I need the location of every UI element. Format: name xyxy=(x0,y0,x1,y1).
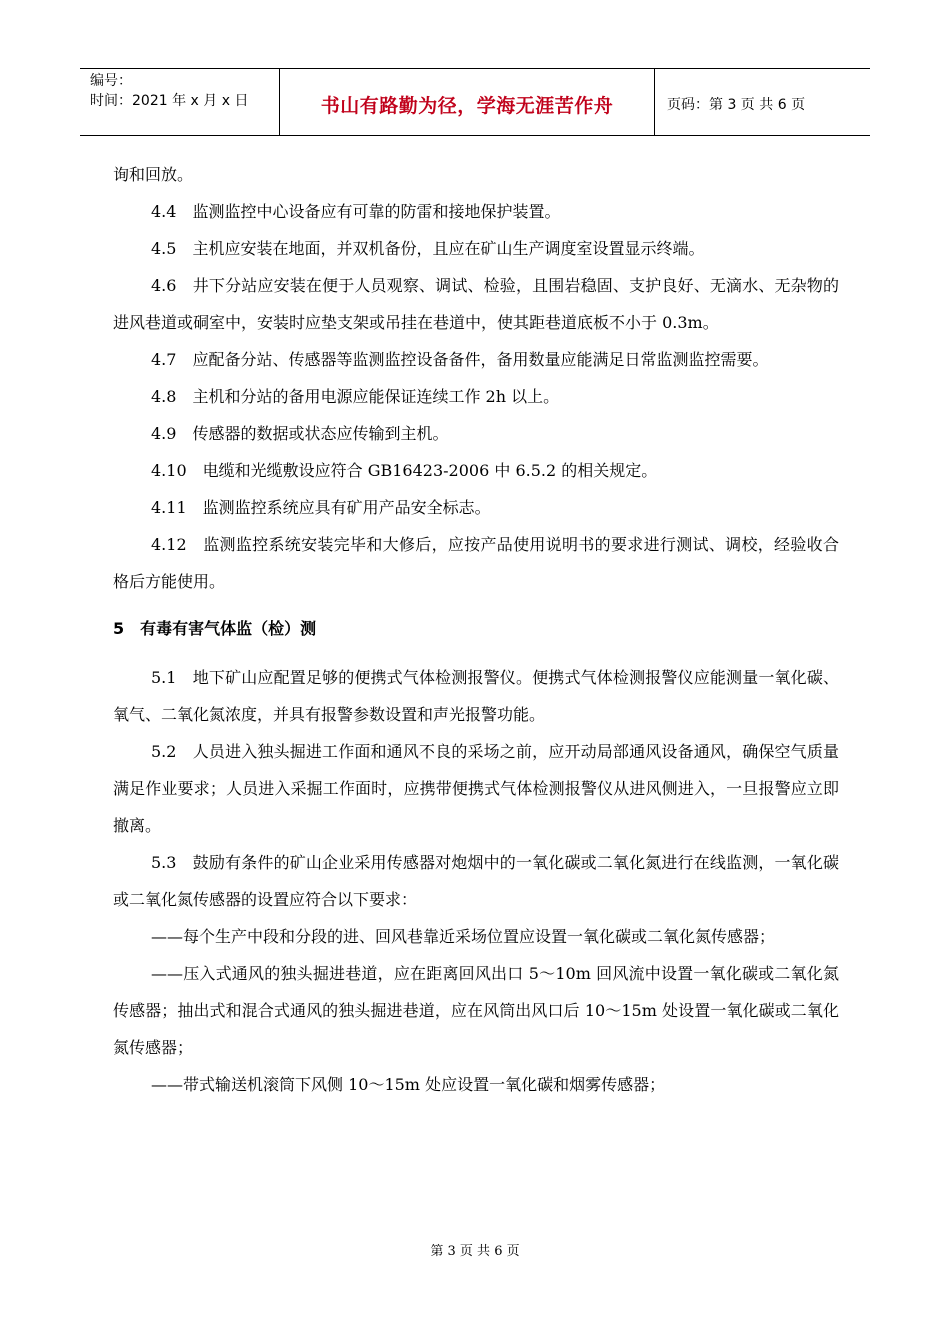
code-label: 编号： xyxy=(90,73,132,89)
requirement-item: ——压入式通风的独头掘进巷道，应在距离回风出口 5～10m 回风流中设置一氧化碳或二氧化氮传感器；抽出式和混合式通风的独头掘进巷道，应在风筒出风口后 10～15m 处设置一氧化碳或二氧化氮传感器； xyxy=(113,964,839,1057)
page-header xyxy=(80,68,870,136)
header-meta xyxy=(80,69,280,135)
clause-4-10: 4.10 电缆和光缆敷设应符合 GB16423-2006 中 6.5.2 的相关规定。 xyxy=(151,461,658,480)
paragraph: 询和回放。 xyxy=(113,165,194,184)
requirement-item: ——带式输送机滚筒下风侧 10～15m 处应设置一氧化碳和烟雾传感器； xyxy=(151,1075,666,1094)
motto: 书山有路勤为径，学海无涯苦作舟 xyxy=(320,94,614,117)
clause-4-5: 4.5 主机应安装在地面，并双机备份，且应在矿山生产调度室设置显示终端。 xyxy=(151,239,705,258)
clause-5-2: 5.2 人员进入独头掘进工作面和通风不良的采场之前，应开动局部通风设备通风，确保空气质量满足作业要求；人员进入采掘工作面时，应携带便携式气体检测报警仪从进风侧进入，一旦报警应立即撤离。 xyxy=(113,742,839,835)
clause-4-12: 4.12 监测监控系统安装完毕和大修后，应按产品使用说明书的要求进行测试、调校，经验收合格后方能使用。 xyxy=(113,535,839,591)
requirement-item: ——每个生产中段和分段的进、回风巷靠近采场位置应设置一氧化碳或二氧化氮传感器； xyxy=(151,927,776,946)
clause-4-8: 4.8 主机和分站的备用电源应能保证连续工作 2h 以上。 xyxy=(151,387,560,406)
clause-5-1: 5.1 地下矿山应配置足够的便携式气体检测报警仪。便携式气体检测报警仪应能测量一氧化碳、氧气、二氧化氮浓度，并具有报警参数设置和声光报警功能。 xyxy=(113,668,839,724)
clause-4-7: 4.7 应配备分站、传感器等监测监控设备备件，备用数量应能满足日常监测监控需要。 xyxy=(151,350,769,369)
clause-4-9: 4.9 传感器的数据或状态应传输到主机。 xyxy=(151,424,449,443)
section-5-heading: 5 有毒有害气体监（检）测 xyxy=(113,619,317,638)
date-label: 时间：2021 年 x 月 x 日 xyxy=(90,93,249,109)
page-footer: 第 3 页 共 6 页 xyxy=(430,1244,520,1259)
header-page-cell xyxy=(655,69,870,135)
header-motto-cell xyxy=(280,69,655,135)
document-body xyxy=(113,156,839,1103)
clause-4-4: 4.4 监测监控中心设备应有可靠的防雷和接地保护装置。 xyxy=(151,202,561,221)
clause-4-6: 4.6 井下分站应安装在便于人员观察、调试、检验，且围岩稳固、支护良好、无滴水、无杂物的进风巷道或硐室中，安装时应垫支架或吊挂在巷道中，使其距巷道底板不小于 0.3m。 xyxy=(113,276,839,332)
clause-5-3: 5.3 鼓励有条件的矿山企业采用传感器对炮烟中的一氧化碳或二氧化氮进行在线监测，一氧化碳或二氧化氮传感器的设置应符合以下要求： xyxy=(113,853,839,909)
clause-4-11: 4.11 监测监控系统应具有矿用产品安全标志。 xyxy=(151,498,491,517)
page-label: 页码：第 3 页 共 6 页 xyxy=(667,97,806,113)
